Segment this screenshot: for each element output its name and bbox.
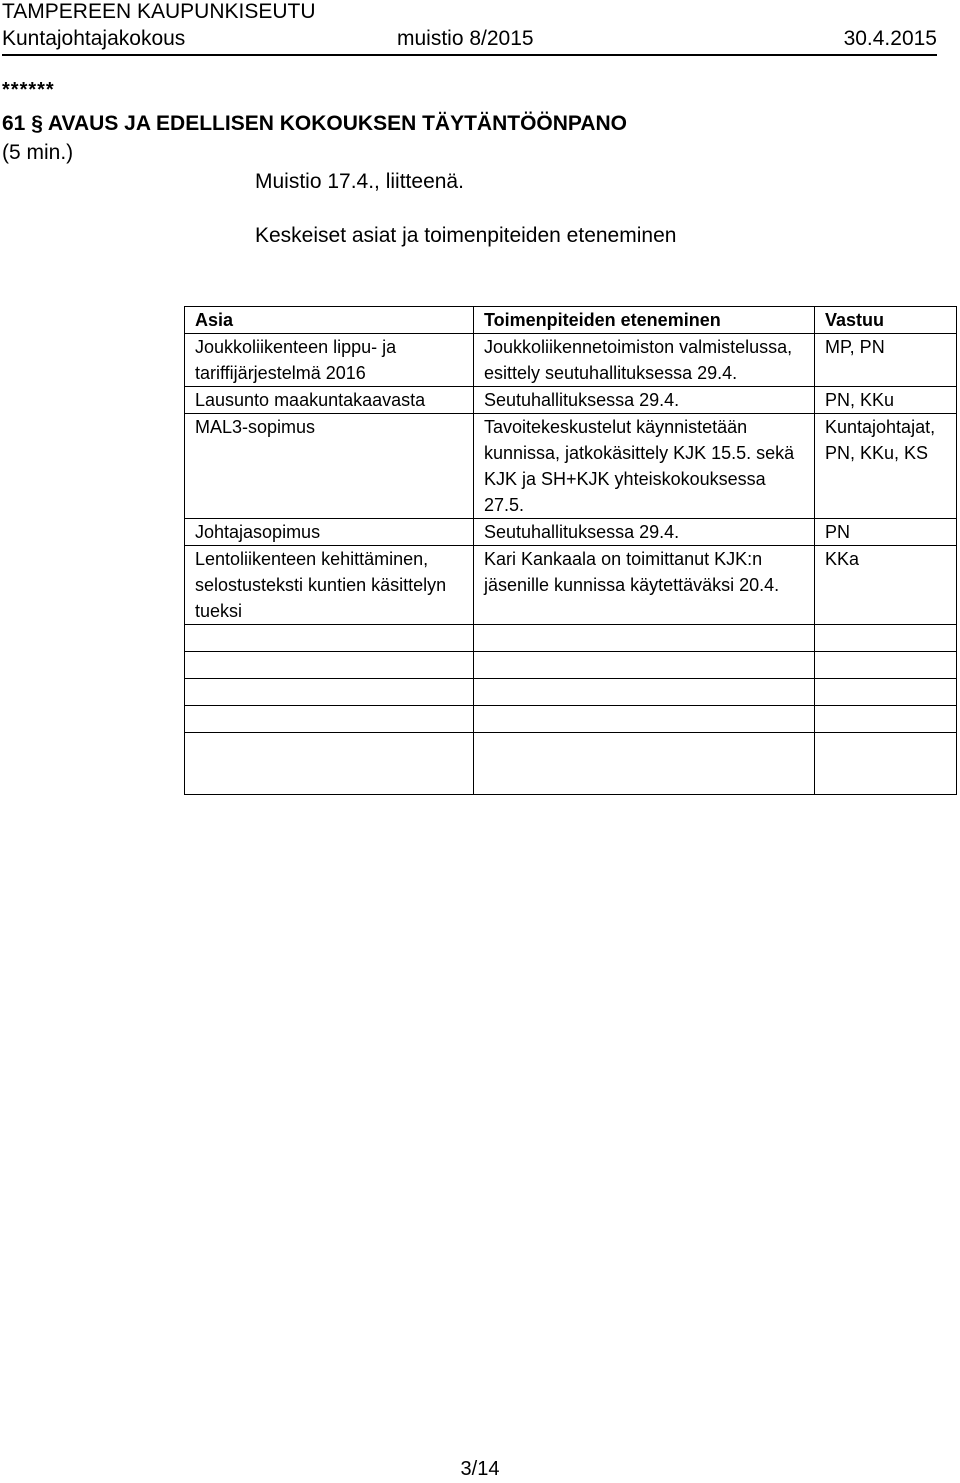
cell-eteneminen: Joukkoliikennetoimiston valmistelussa, esittely seutuhallituksessa 29.4. [474,334,815,387]
cell-vastuu: KKa [815,546,957,625]
empty-row [185,652,957,679]
header-asia: Asia [185,307,474,334]
empty-row [185,679,957,706]
cell-vastuu: MP, PN [815,334,957,387]
cell-eteneminen: Tavoitekeskustelut käynnistetään kunnissa, jatkokäsittely KJK 15.5. sekä KJK ja SH+KJK yhteiskokouksessa 27.5. [474,414,815,519]
cell-eteneminen: Seutuhallituksessa 29.4. [474,519,815,546]
header-line [2,26,937,56]
section-title: 61 § AVAUS JA EDELLISEN KOKOUKSEN TÄYTÄNTÖÖNPANO [2,112,628,135]
cell-asia: Lentoliikenteen kehittäminen, selostusteksti kuntien käsittelyn tueksi [185,546,474,625]
cell-asia: Johtajasopimus [185,519,474,546]
cell-eteneminen: Seutuhallituksessa 29.4. [474,387,815,414]
empty-row [185,706,957,733]
table-row [185,519,957,546]
cell-asia: Joukkoliikenteen lippu- ja tariffijärjestelmä 2016 [185,334,474,387]
cell-eteneminen: Kari Kankaala on toimittanut KJK:n jäsenille kunnissa käytettäväksi 20.4. [474,546,815,625]
table-row [185,334,957,387]
cell-vastuu: Kuntajohtajat, PN, KKu, KS [815,414,957,519]
cell-vastuu: PN [815,519,957,546]
header-vastuu: Vastuu [815,307,957,334]
table-row [185,546,957,625]
table-header-row [185,307,957,334]
header-eteneminen: Toimenpiteiden eteneminen [474,307,815,334]
memo-date: 30.4.2015 [843,27,937,50]
memo-reference: Muistio 17.4., liitteenä. [255,170,464,193]
actions-table [184,306,957,795]
separator-stars: ****** [2,79,55,101]
cell-asia: MAL3-sopimus [185,414,474,519]
memo-number: muistio 8/2015 [397,27,534,50]
meeting-name: Kuntajohtajakokous [2,27,186,50]
table-row [185,414,957,519]
cell-vastuu: PN, KKu [815,387,957,414]
page-number: 3/14 [460,1458,500,1480]
empty-row [185,625,957,652]
cell-asia: Lausunto maakuntakaavasta [185,387,474,414]
empty-row [185,733,957,795]
table-row [185,387,957,414]
table-subheading: Keskeiset asiat ja toimenpiteiden eteneminen [255,224,677,247]
section-duration: (5 min.) [2,141,74,164]
organization-name: TAMPEREEN KAUPUNKISEUTU [2,0,316,23]
